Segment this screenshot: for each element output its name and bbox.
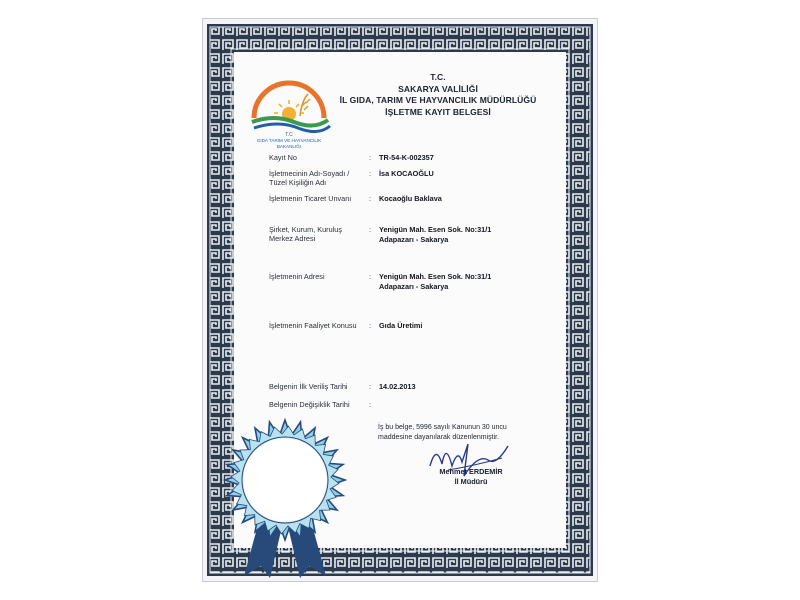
colon: : xyxy=(369,225,372,234)
label-ilk-verilis: Belgenin İlk Veriliş Tarihi xyxy=(269,382,348,391)
label-kayit-no: Kayıt No xyxy=(269,153,297,162)
header-governorship: SAKARYA VALİLİĞİ xyxy=(398,83,478,94)
label-isletme-adresi: İşletmenin Adresi xyxy=(269,272,325,281)
header-certificate-title: İŞLETME KAYIT BELGESİ xyxy=(385,106,491,117)
header-tc: T.C. xyxy=(430,72,446,82)
header-directorate: İL GIDA, TARIM VE HAYVANCILIK MÜDÜRLÜĞÜ xyxy=(339,95,537,105)
label-faaliyet: İşletmenin Faaliyet Konusu xyxy=(269,321,357,330)
colon: : xyxy=(369,321,372,330)
colon: : xyxy=(369,153,372,162)
label-isletmeci-line2: Tüzel Kişiliğin Adı xyxy=(269,178,327,187)
label-merkez-adresi-line2: Merkez Adresi xyxy=(269,234,316,243)
value-merkez-adresi-line1: Yenigün Mah. Esen Sok. No:31/1 xyxy=(379,225,492,234)
value-ilk-verilis: 14.02.2013 xyxy=(379,382,416,391)
signer-title: İl Müdürü xyxy=(454,477,488,486)
colon: : xyxy=(369,382,372,391)
value-ticaret-unvani: Kocaoğlu Baklava xyxy=(379,194,442,203)
logo-name-line1: GIDA TARIM VE HAYVANCILIK xyxy=(256,138,322,143)
logo-tc-text: T.C xyxy=(285,132,293,138)
label-isletmeci-line1: İşletmecinin Adı-Soyadı / xyxy=(269,169,350,178)
colon: : xyxy=(369,169,372,178)
value-isletme-adresi-line1: Yenigün Mah. Esen Sok. No:31/1 xyxy=(379,272,492,281)
signer-name: Mehmet ERDEMİR xyxy=(439,467,503,476)
colon: : xyxy=(369,194,372,203)
label-ticaret-unvani: İşletmenin Ticaret Unvanı xyxy=(269,194,352,203)
ministry-logo xyxy=(244,70,334,152)
logo-name-line2: BAKANLIĞI xyxy=(276,144,302,149)
legal-note-line2: maddesine dayanılarak düzenlenmiştir. xyxy=(378,434,500,441)
value-faaliyet: Gıda Üretimi xyxy=(379,321,423,330)
value-merkez-adresi-line2: Adapazarı - Sakarya xyxy=(379,235,449,244)
value-kayit-no: TR-54-K-002357 xyxy=(379,153,434,162)
signer-block xyxy=(416,467,526,487)
label-degisiklik: Belgenin Değişiklik Tarihi xyxy=(269,400,350,409)
legal-note-line1: İş bu belge, 5996 sayılı Kanunun 30 uncu xyxy=(378,424,507,431)
rosette-seal xyxy=(216,418,354,578)
colon: : xyxy=(369,272,372,281)
value-isletmeci: İsa KOCAOĞLU xyxy=(379,169,434,178)
certificate-header xyxy=(338,72,538,118)
value-isletme-adresi-line2: Adapazarı - Sakarya xyxy=(379,282,449,291)
colon: : xyxy=(369,400,372,409)
label-merkez-adresi-line1: Şirket, Kurum, Kuruluş xyxy=(269,225,342,234)
